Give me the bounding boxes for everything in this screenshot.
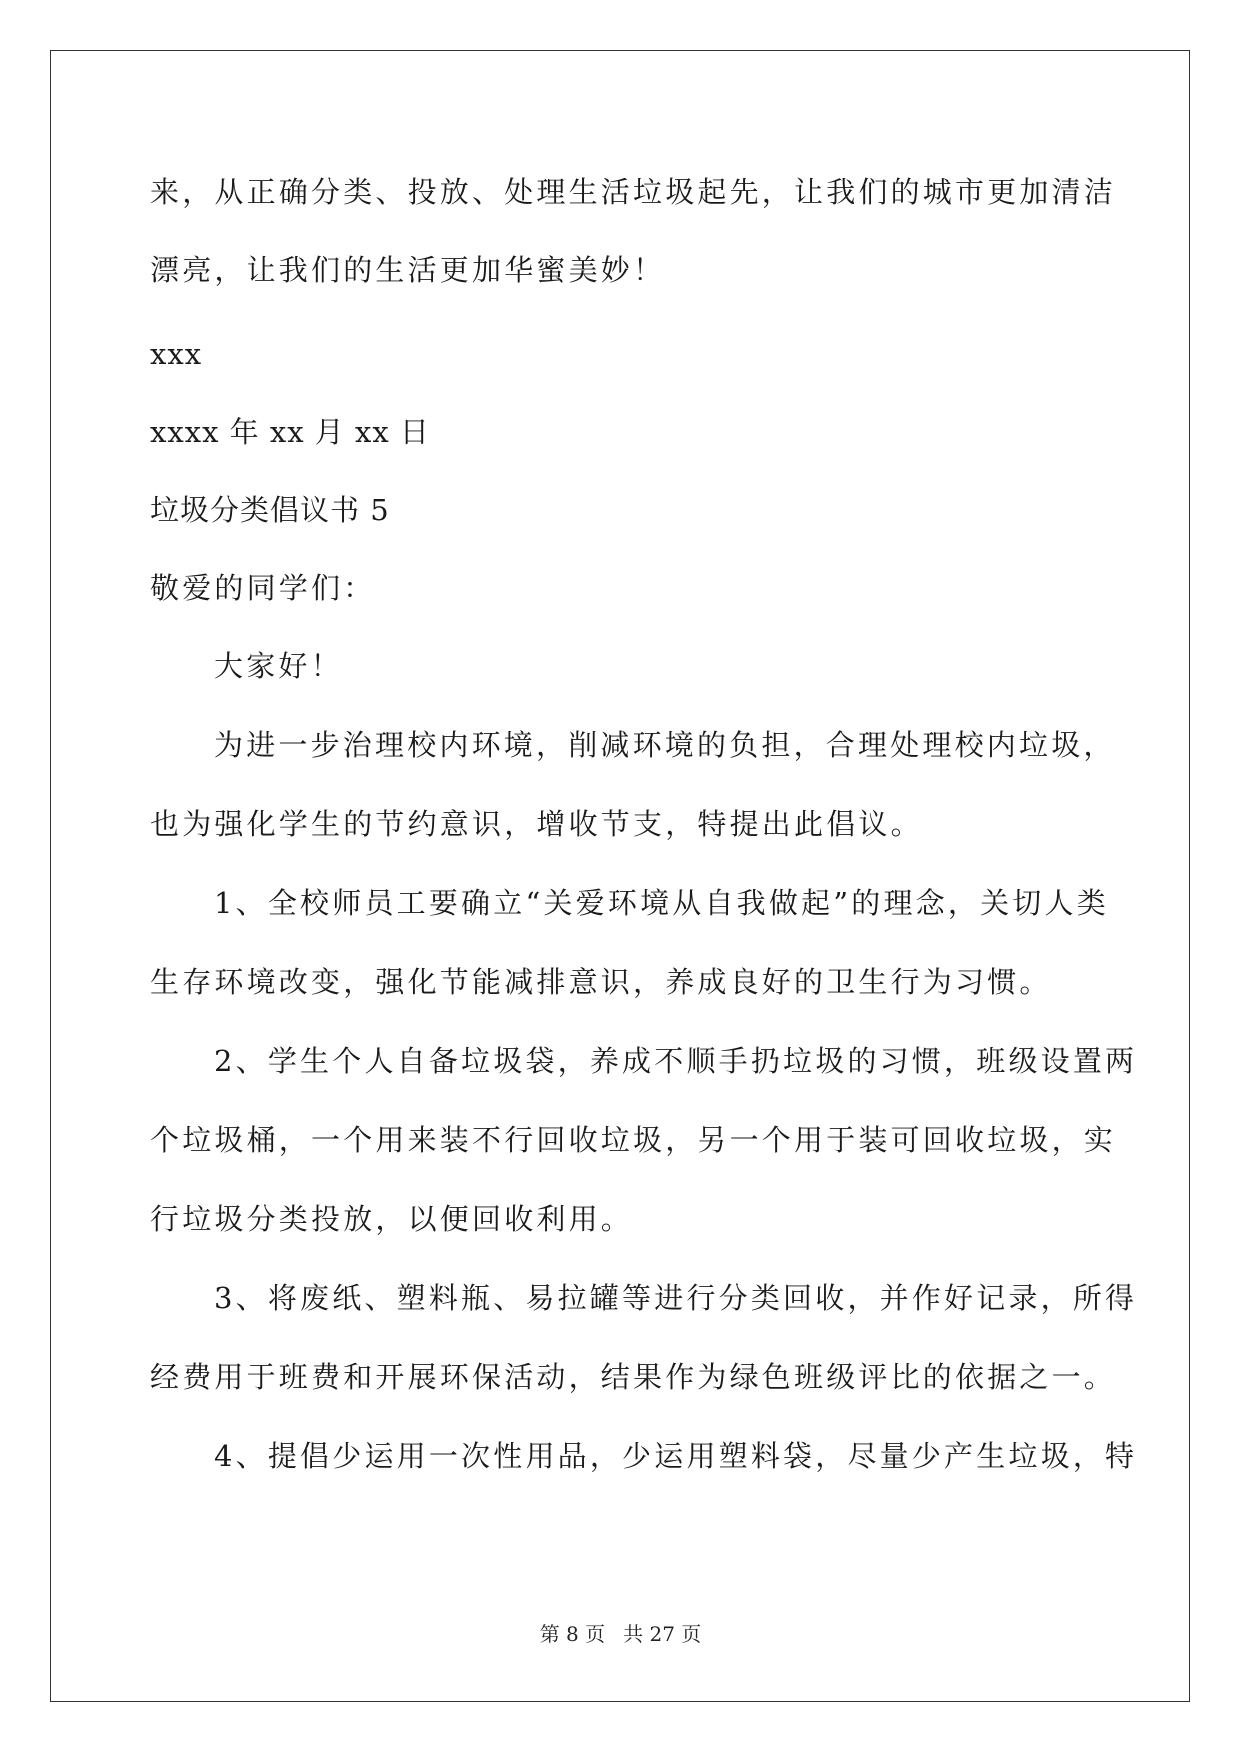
salutation: 敬爱的同学们： — [150, 571, 376, 605]
list-item-line: 生存环境改变，强化节能减排意识，养成良好的卫生行为习惯。 — [150, 965, 1052, 999]
page-footer — [0, 1618, 1241, 1647]
list-item-line: 1、全校师员工要确立“关爱环境从自我做起”的理念，关切人类 — [214, 886, 1109, 920]
signature-name: xxx — [150, 337, 203, 371]
list-item-line: 3、将废纸、塑料瓶、易拉罐等进行分类回收，并作好记录，所得 — [214, 1281, 1138, 1315]
list-item-line: 个垃圾桶，一个用来装不行回收垃圾，另一个用于装可回收垃圾，实 — [150, 1123, 1117, 1157]
paragraph-line: 来，从正确分类、投放、处理生活垃圾起先，让我们的城市更加清洁 — [150, 175, 1117, 209]
paragraph-line: 漂亮，让我们的生活更加华蜜美妙！ — [150, 253, 666, 287]
page-total: 共 27 页 — [623, 1622, 702, 1646]
list-item-line: 2、学生个人自备垃圾袋，养成不顺手扔垃圾的习惯，班级设置两 — [214, 1044, 1138, 1078]
greeting: 大家好！ — [214, 649, 343, 683]
paragraph-line: 为进一步治理校内环境，削减环境的负担，合理处理校内垃圾， — [214, 728, 1116, 762]
signature-date: xxxx 年 xx 月 xx 日 — [150, 415, 430, 449]
section-title: 垃圾分类倡议书 5 — [150, 493, 390, 527]
list-item-line: 4、提倡少运用一次性用品，少运用塑料袋，尽量少产生垃圾，特 — [214, 1439, 1138, 1473]
list-item-line: 经费用于班费和开展环保活动，结果作为绿色班级评比的依据之一。 — [150, 1360, 1117, 1394]
page-number: 第 8 页 — [539, 1622, 606, 1646]
list-item-line: 行垃圾分类投放，以便回收利用。 — [150, 1202, 634, 1236]
paragraph-line: 也为强化学生的节约意识，增收节支，特提出此倡议。 — [150, 807, 923, 841]
